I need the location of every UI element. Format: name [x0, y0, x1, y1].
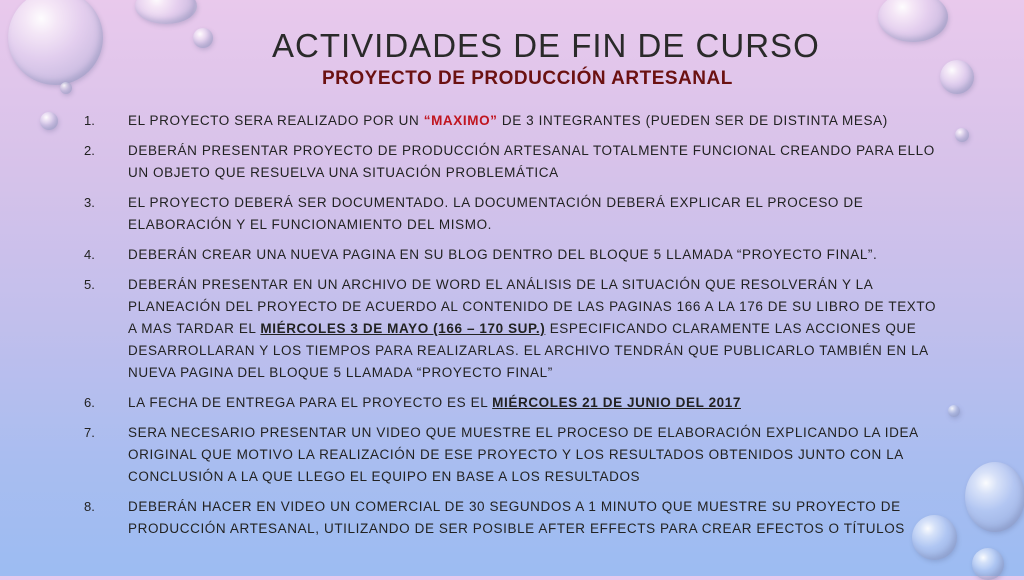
slide-title: ACTIVIDADES DE FIN DE CURSO: [272, 27, 820, 64]
item-text: EL PROYECTO DEBERÁ SER DOCUMENTADO. LA DOCUMENTACIÓN DEBERÁ EXPLICAR EL PROCESO DE ELABORACIÓN Y EL FUNCIONAMIENTO DEL MISMO.: [128, 195, 864, 232]
list-item: [78, 192, 948, 236]
item-number: 2.: [84, 143, 95, 158]
item-number: 6.: [84, 395, 95, 410]
water-drop-decoration: [60, 82, 72, 94]
item-text: DEBERÁN PRESENTAR EN UN ARCHIVO DE WORD EL ANÁLISIS DE LA SITUACIÓN QUE RESOLVERÁN Y LA PLANEACIÓN DEL PROYECTO DE ACUERDO AL CONTENIDO DE LAS PAGINAS 166 A LA 176 DE SU LIBRO DE TEXTO A MAS TARDAR EL MIÉRCOLES 3 DE MAYO (166 – 170 SUP.) ESPECIFICANDO CLARAMENTE LAS ACCIONES QUE DESARROLLARAN Y LOS TIEMPOS PARA REALIZARLAS. EL ARCHIVO TENDRÁN QUE PUBLICARLO TAMBIÉN EN LA NUEVA PAGINA DEL BLOQUE 5 LLAMADA “PROYECTO FINAL”: [128, 277, 937, 380]
water-drop-decoration: [972, 548, 1004, 580]
item-number: 5.: [84, 277, 95, 292]
water-drop-decoration: [135, 0, 197, 24]
water-drop-decoration: [955, 128, 969, 142]
activity-list: [78, 110, 948, 548]
water-drop-decoration: [40, 112, 58, 130]
item-text: LA FECHA DE ENTREGA PARA EL PROYECTO ES EL MIÉRCOLES 21 DE JUNIO DEL 2017: [128, 395, 741, 410]
list-item: [78, 244, 948, 266]
water-drop-decoration: [193, 28, 213, 48]
item-text: DEBERÁN CREAR UNA NUEVA PAGINA EN SU BLOG DENTRO DEL BLOQUE 5 LLAMADA “PROYECTO FINAL”.: [128, 247, 878, 262]
item-text: DEBERÁN HACER EN VIDEO UN COMERCIAL DE 30 SEGUNDOS A 1 MINUTO QUE MUESTRE SU PROYECTO DE PRODUCCIÓN ARTESANAL, UTILIZANDO DE SER POSIBLE AFTER EFFECTS PARA CREAR EFECTOS O TÍTULOS: [128, 499, 905, 536]
item-text: SERA NECESARIO PRESENTAR UN VIDEO QUE MUESTRE EL PROCESO DE ELABORACIÓN EXPLICANDO LA IDEA ORIGINAL QUE MOTIVO LA REALIZACIÓN DE ESE PROYECTO Y LOS RESULTADOS OBTENIDOS JUNTO CON LA CONCLUSIÓN A LA QUE LLEGO EL EQUIPO EN BASE A LOS RESULTADOS: [128, 425, 918, 484]
list-item: [78, 422, 948, 488]
list-item: [78, 392, 948, 414]
water-drop-decoration: [8, 0, 103, 85]
list-item: [78, 110, 948, 132]
item-text: DEBERÁN PRESENTAR PROYECTO DE PRODUCCIÓN ARTESANAL TOTALMENTE FUNCIONAL CREANDO PARA ELLO UN OBJETO QUE RESUELVA UNA SITUACIÓN PROBLEMÁTICA: [128, 143, 935, 180]
slide-subtitle: PROYECTO DE PRODUCCIÓN ARTESANAL: [322, 68, 733, 89]
item-number: 1.: [84, 113, 95, 128]
item-number: 7.: [84, 425, 95, 440]
item-number: 3.: [84, 195, 95, 210]
delivery-date-underlined: MIÉRCOLES 21 DE JUNIO DEL 2017: [492, 395, 741, 410]
water-drop-decoration: [948, 405, 960, 417]
list-item: [78, 496, 948, 540]
item-text: EL PROYECTO SERA REALIZADO POR UN “MAXIMO” DE 3 INTEGRANTES (PUEDEN SER DE DISTINTA MESA): [128, 113, 888, 128]
item-number: 8.: [84, 499, 95, 514]
list-item: [78, 274, 948, 384]
highlight-maximo: “MAXIMO”: [423, 113, 498, 128]
list-item: [78, 140, 948, 184]
item-number: 4.: [84, 247, 95, 262]
deadline-date-underlined: MIÉRCOLES 3 DE MAYO (166 – 170 SUP.): [260, 321, 546, 336]
water-drop-decoration: [965, 462, 1024, 532]
